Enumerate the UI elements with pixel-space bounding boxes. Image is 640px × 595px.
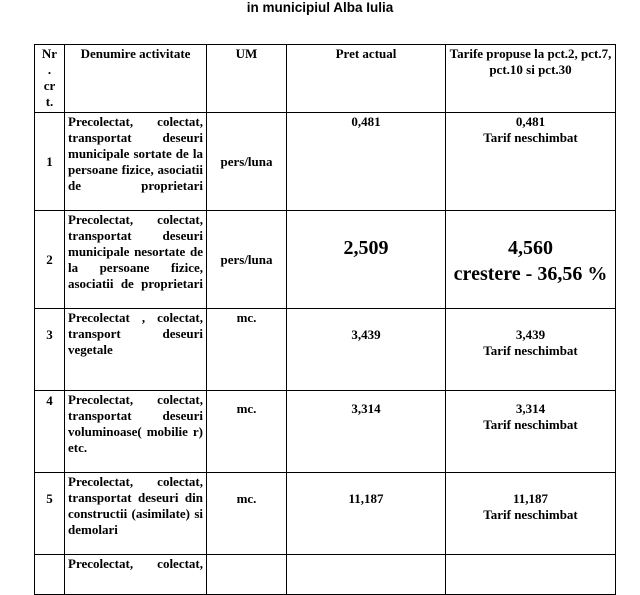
- row-denumire: Precolectat, colectat, transportat deseuri din constructii (asimilate) si demolari: [65, 473, 207, 555]
- table-row: [35, 309, 616, 391]
- row-tarif: [446, 391, 616, 473]
- row-pret: [287, 211, 446, 309]
- row-pret: 0,481: [287, 113, 446, 211]
- tarif-value: 0,481: [515, 114, 546, 129]
- row-denumire: Precolectat, colectat,: [65, 555, 207, 595]
- table-header-row: [35, 45, 616, 113]
- row-tarif: [446, 555, 616, 595]
- row-denumire: Precolectat, colectat, transportat deseuri municipale nesortate de la persoane fizice, asociatii de proprietari: [65, 211, 207, 309]
- row-um: pers/luna: [207, 113, 287, 211]
- pret-value: 2,509: [343, 237, 389, 259]
- row-pret: 11,187: [287, 473, 446, 555]
- tarif-note: Tarif neschimbat: [483, 417, 578, 432]
- tarif-note: Tarif neschimbat: [483, 507, 578, 522]
- row-um: mc.: [207, 473, 287, 555]
- tarif-note: Tarif neschimbat: [483, 343, 578, 358]
- row-pret: 3,439: [287, 309, 446, 391]
- row-um: pers/luna: [207, 211, 287, 309]
- row-nr: 4: [35, 391, 65, 473]
- header-um: UM: [207, 45, 287, 113]
- tarif-value: 3,439: [515, 327, 546, 342]
- document-title: in municipiul Alba Iulia: [246, 0, 394, 15]
- row-tarif: [446, 113, 616, 211]
- row-um: mc.: [207, 391, 287, 473]
- row-nr: 3: [35, 309, 65, 391]
- tarif-value: 4,560: [508, 237, 553, 259]
- header-denumire: Denumire activitate: [65, 45, 207, 113]
- row-tarif: [446, 473, 616, 555]
- table-row: [35, 473, 616, 555]
- row-nr: 5: [35, 473, 65, 555]
- table-row: [35, 211, 616, 309]
- table-row: [35, 555, 616, 595]
- tarif-note: Tarif neschimbat: [483, 130, 578, 145]
- row-pret: [287, 555, 446, 595]
- row-nr: 2: [35, 211, 65, 309]
- row-tarif: [446, 211, 616, 309]
- row-um: [207, 555, 287, 595]
- row-um: mc.: [207, 309, 287, 391]
- header-tarif: Tarife propuse la pct.2, pct.7, pct.10 si pct.30: [446, 45, 616, 113]
- row-denumire: Precolectat, colectat, transportat deseuri municipale sortate de la persoane fizice, asociatii de proprietari: [65, 113, 207, 211]
- row-denumire: Precolectat , colectat, transport deseuri vegetale: [65, 309, 207, 391]
- tarif-value: 3,314: [515, 401, 546, 416]
- table-row: [35, 113, 616, 211]
- row-denumire: Precolectat, colectat, transportat deseuri voluminoase( mobilie r) etc.: [65, 391, 207, 473]
- row-nr: 1: [35, 113, 65, 211]
- row-pret: 3,314: [287, 391, 446, 473]
- tarif-note: crestere - 36,56 %: [453, 263, 608, 285]
- tariff-table: [34, 44, 616, 595]
- row-tarif: [446, 309, 616, 391]
- tarif-value: 11,187: [512, 491, 549, 506]
- row-nr: [35, 555, 65, 595]
- header-nr: Nr . cr t.: [35, 45, 65, 113]
- header-pret: Pret actual: [287, 45, 446, 113]
- table-row: [35, 391, 616, 473]
